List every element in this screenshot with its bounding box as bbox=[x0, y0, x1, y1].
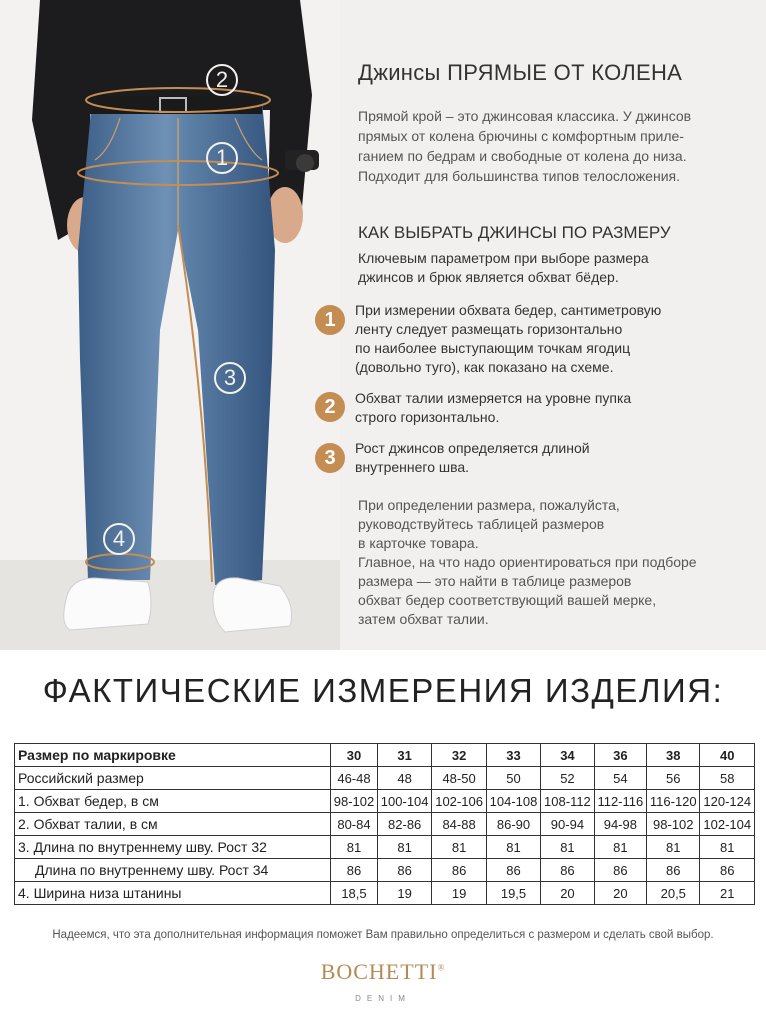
size-header: 40 bbox=[700, 744, 755, 767]
row-label: 1. Обхват бедер, в см bbox=[15, 790, 331, 813]
marker-3-icon: 3 bbox=[214, 362, 246, 394]
measurements-title: ФАКТИЧЕСКИЕ ИЗМЕРЕНИЯ ИЗДЕЛИЯ: bbox=[42, 672, 724, 709]
brand-name: BOCHETTI bbox=[320, 959, 438, 984]
step-1-icon: 1 bbox=[315, 305, 345, 335]
step-2-text: Обхват талии измеряется на уровне пупка строго горизонтально. bbox=[355, 390, 632, 425]
table-cell: 86 bbox=[594, 859, 646, 882]
table-cell: 120-124 bbox=[700, 790, 755, 813]
table-cell: 86-90 bbox=[486, 813, 540, 836]
table-cell: 86 bbox=[331, 859, 378, 882]
table-cell: 46-48 bbox=[331, 767, 378, 790]
table-cell: 80-84 bbox=[331, 813, 378, 836]
table-row bbox=[15, 790, 755, 813]
table-cell: 112-116 bbox=[594, 790, 646, 813]
table-cell: 86 bbox=[700, 859, 755, 882]
row-label: Российский размер bbox=[15, 767, 331, 790]
table-cell: 81 bbox=[486, 836, 540, 859]
size-header: 38 bbox=[647, 744, 700, 767]
table-row bbox=[15, 813, 755, 836]
table-cell: 116-120 bbox=[647, 790, 700, 813]
marker-4-icon: 4 bbox=[103, 523, 135, 555]
table-cell: 102-104 bbox=[700, 813, 755, 836]
size-header: 32 bbox=[432, 744, 486, 767]
row-label: 4. Ширина низа штанины bbox=[15, 882, 331, 905]
table-cell: 20 bbox=[541, 882, 594, 905]
table-cell: 18,5 bbox=[331, 882, 378, 905]
how-to-choose-text: Ключевым параметром при выборе размера джинсов и брюк является обхват бёдер. bbox=[358, 250, 649, 285]
footer-note: Надеемся, что эта дополнительная информация поможет Вам правильно определиться с размером и сделать свой выбор. bbox=[52, 929, 714, 941]
size-header: 36 bbox=[594, 744, 646, 767]
table-cell: 81 bbox=[700, 836, 755, 859]
table-row bbox=[15, 836, 755, 859]
size-header: 31 bbox=[377, 744, 431, 767]
table-row bbox=[15, 859, 755, 882]
step-3-icon: 3 bbox=[315, 443, 345, 473]
table-cell: 86 bbox=[486, 859, 540, 882]
table-cell: 100-104 bbox=[377, 790, 431, 813]
marker-2-icon: 2 bbox=[206, 64, 238, 96]
table-row bbox=[15, 882, 755, 905]
table-cell: 21 bbox=[700, 882, 755, 905]
table-cell: 94-98 bbox=[594, 813, 646, 836]
table-cell: 102-106 bbox=[432, 790, 486, 813]
sizing-note: При определении размера, пожалуйста, руководствуйтесь таблицей размеров в карточке товара. Главное, на что надо ориентироваться при подборе размера — это найти в таблице размеров обхват бедер соответствующий вашей мерке, затем обхват талии. bbox=[358, 497, 697, 627]
row-label: 3. Длина по внутреннему шву. Рост 32 bbox=[15, 836, 331, 859]
table-cell: 48 bbox=[377, 767, 431, 790]
table-cell: 20,5 bbox=[647, 882, 700, 905]
table-cell: 52 bbox=[541, 767, 594, 790]
table-cell: 82-86 bbox=[377, 813, 431, 836]
table-cell: 90-94 bbox=[541, 813, 594, 836]
table-cell: 81 bbox=[331, 836, 378, 859]
brand-logo bbox=[0, 959, 766, 985]
table-cell: 81 bbox=[594, 836, 646, 859]
table-cell: 86 bbox=[432, 859, 486, 882]
table-cell: 98-102 bbox=[331, 790, 378, 813]
table-cell: 81 bbox=[647, 836, 700, 859]
size-header: 33 bbox=[486, 744, 540, 767]
table-cell: 19 bbox=[377, 882, 431, 905]
table-cell: 54 bbox=[594, 767, 646, 790]
table-cell: 48-50 bbox=[432, 767, 486, 790]
table-cell: 19 bbox=[432, 882, 486, 905]
header-label: Размер по маркировке bbox=[15, 744, 331, 767]
table-header-row bbox=[15, 744, 755, 767]
size-header: 34 bbox=[541, 744, 594, 767]
table-cell: 56 bbox=[647, 767, 700, 790]
step-2-icon: 2 bbox=[315, 392, 345, 422]
row-label: Длина по внутреннему шву. Рост 34 bbox=[15, 859, 331, 882]
table-cell: 86 bbox=[377, 859, 431, 882]
table-cell: 86 bbox=[541, 859, 594, 882]
jeans-model-photo bbox=[0, 0, 340, 650]
table-cell: 98-102 bbox=[647, 813, 700, 836]
table-cell: 108-112 bbox=[541, 790, 594, 813]
table-row bbox=[15, 767, 755, 790]
table-cell: 81 bbox=[377, 836, 431, 859]
marker-1-icon: 1 bbox=[206, 142, 238, 174]
table-cell: 81 bbox=[541, 836, 594, 859]
table-cell: 84-88 bbox=[432, 813, 486, 836]
how-to-choose-heading: КАК ВЫБРАТЬ ДЖИНСЫ ПО РАЗМЕРУ bbox=[358, 223, 671, 242]
step-3-text: Рост джинсов определяется длиной внутреннего шва. bbox=[355, 440, 590, 475]
product-title: Джинсы ПРЯМЫЕ ОТ КОЛЕНА bbox=[358, 60, 683, 85]
size-header: 30 bbox=[331, 744, 378, 767]
table-cell: 104-108 bbox=[486, 790, 540, 813]
registered-mark: ® bbox=[437, 962, 446, 973]
table-cell: 86 bbox=[647, 859, 700, 882]
size-table bbox=[14, 743, 755, 905]
row-label: 2. Обхват талии, в см bbox=[15, 813, 331, 836]
table-cell: 20 bbox=[594, 882, 646, 905]
brand-subtitle: DENIM bbox=[355, 994, 411, 1003]
table-cell: 50 bbox=[486, 767, 540, 790]
table-cell: 19,5 bbox=[486, 882, 540, 905]
step-1-text: При измерении обхвата бедер, сантиметровую ленту следует размещать горизонтально по наиболее выступающим точкам ягодиц (довольно туго), как показано на схеме. bbox=[355, 302, 662, 375]
table-cell: 81 bbox=[432, 836, 486, 859]
table-cell: 58 bbox=[700, 767, 755, 790]
intro-text: Прямой крой – это джинсовая классика. У джинсов прямых от колена брючины с комфортным приле- ганием по бедрам и свободные от колена до низа. Подходит для большинства типов телосложения. bbox=[358, 108, 692, 184]
